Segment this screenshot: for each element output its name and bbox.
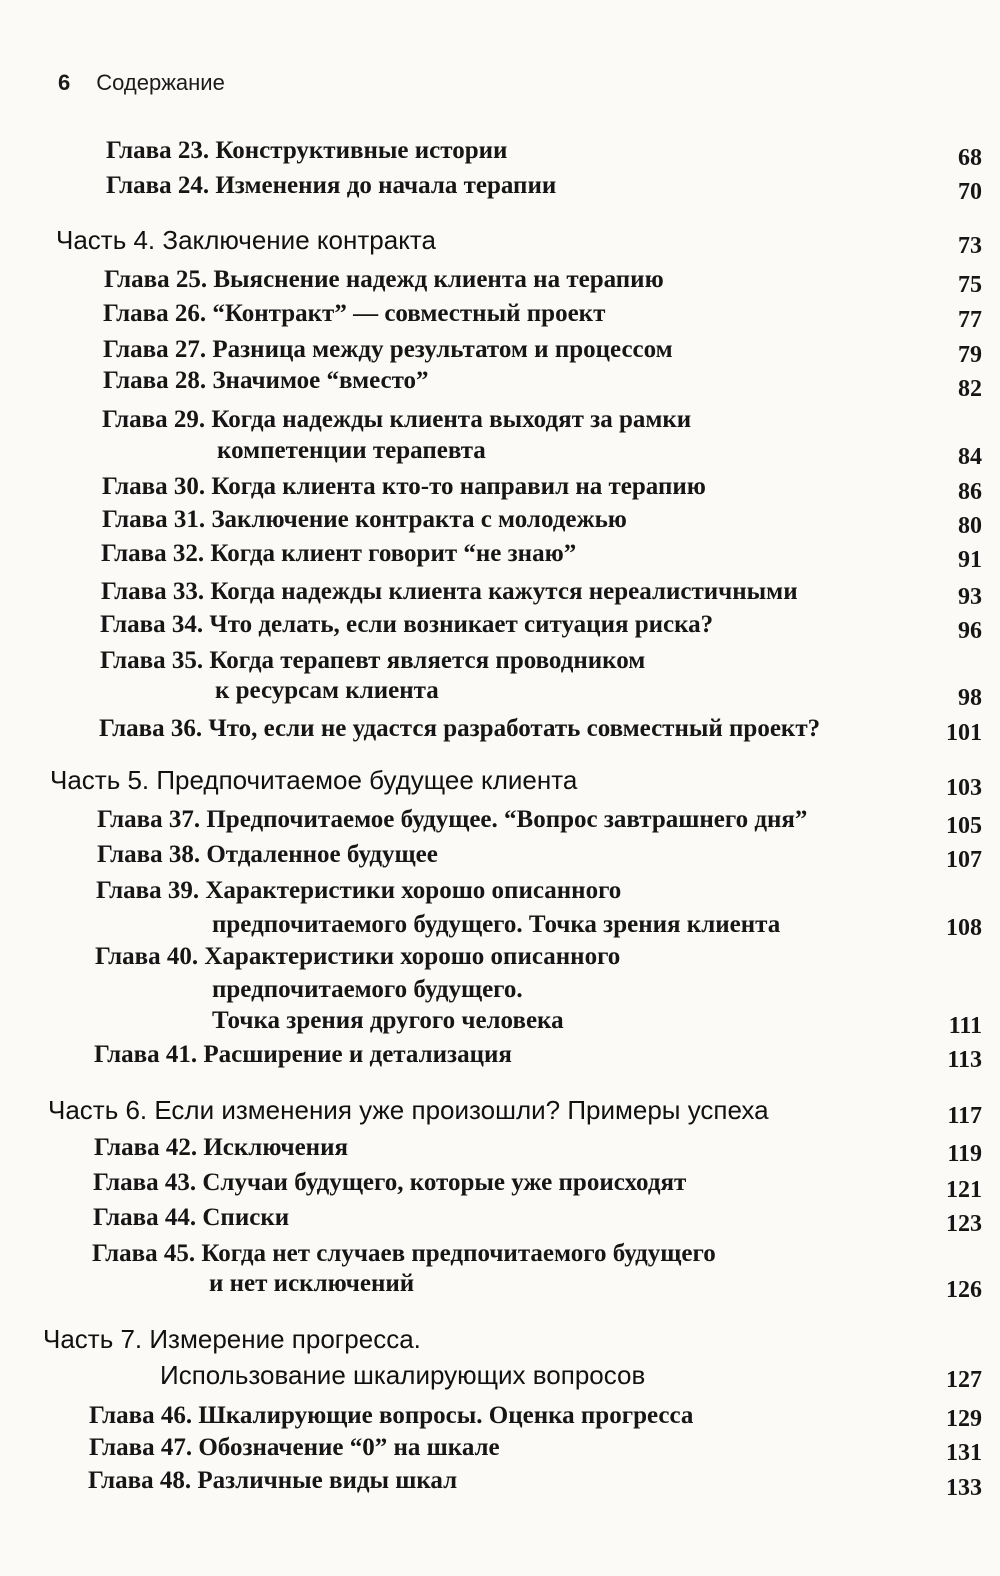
toc-entry-ch23: Глава 23. Конструктивные истории	[106, 137, 508, 164]
toc-part-7: Часть 7. Измерение прогресса.	[43, 1324, 421, 1354]
toc-entry-ch35: Глава 35. Когда терапевт является проводником	[100, 647, 646, 674]
toc-page-ch39: 108	[946, 915, 982, 941]
toc-entry-ch28: Глава 28. Значимое “вместо”	[103, 367, 429, 394]
toc-entry-ch24: Глава 24. Изменения до начала терапии	[106, 172, 557, 199]
toc-page-ch34: 96	[958, 618, 982, 644]
toc-page-ch36: 101	[946, 720, 982, 746]
toc-page-part5: 103	[946, 775, 982, 801]
toc-page-ch37: 105	[946, 813, 982, 839]
toc-entry-ch35-cont: к ресурсам клиента	[215, 677, 439, 704]
toc-entry-ch39: Глава 39. Характеристики хорошо описанного	[96, 877, 622, 904]
toc-entry-ch39-cont: предпочитаемого будущего. Точка зрения клиента	[212, 911, 781, 938]
toc-page-ch25: 75	[958, 272, 982, 298]
toc-page-ch42: 119	[947, 1141, 982, 1167]
toc-entry-ch48: Глава 48. Различные виды шкал	[88, 1467, 458, 1494]
toc-entry-ch40-cont2: Точка зрения другого человека	[212, 1007, 564, 1034]
toc-entry-ch34: Глава 34. Что делать, если возникает ситуация риска?	[100, 611, 714, 638]
toc-entry-ch27: Глава 27. Разница между результатом и процессом	[103, 336, 673, 363]
toc-entry-ch37: Глава 37. Предпочитаемое будущее. “Вопрос завтрашнего дня”	[97, 806, 808, 833]
toc-entry-ch41: Глава 41. Расширение и детализация	[94, 1041, 512, 1068]
toc-entry-ch36: Глава 36. Что, если не удастся разработать совместный проект?	[99, 715, 821, 742]
toc-page-ch38: 107	[946, 847, 982, 873]
toc-part-5: Часть 5. Предпочитаемое будущее клиента	[50, 765, 578, 795]
toc-page-ch33: 93	[958, 584, 982, 610]
toc-page-ch32: 91	[958, 547, 982, 573]
toc-entry-ch45: Глава 45. Когда нет случаев предпочитаемого будущего	[92, 1240, 716, 1267]
toc-page-ch28: 82	[958, 376, 982, 402]
toc-page-ch31: 80	[958, 513, 982, 539]
toc-page-ch26: 77	[958, 307, 982, 333]
toc-entry-ch29: Глава 29. Когда надежды клиента выходят за рамки	[102, 406, 692, 433]
toc-entry-ch43: Глава 43. Случаи будущего, которые уже происходят	[93, 1169, 687, 1196]
toc-page-part4: 73	[958, 233, 982, 259]
toc-page-ch35: 98	[958, 685, 982, 711]
toc-page-ch23: 68	[958, 145, 982, 171]
toc-page-part7: 127	[946, 1367, 982, 1393]
toc-page-ch48: 133	[946, 1475, 982, 1501]
toc-page-ch43: 121	[946, 1177, 982, 1203]
toc-page-ch27: 79	[958, 342, 982, 368]
toc-entry-ch26: Глава 26. “Контракт” — совместный проект	[103, 300, 606, 327]
toc-entry-ch47: Глава 47. Обозначение “0” на шкале	[89, 1434, 500, 1461]
page-header	[58, 70, 225, 96]
toc-entry-ch44: Глава 44. Списки	[93, 1204, 290, 1231]
toc-page-ch46: 129	[946, 1406, 982, 1432]
toc-entry-ch30: Глава 30. Когда клиента кто-то направил на терапию	[102, 473, 706, 500]
toc-page-ch40: 111	[948, 1013, 982, 1039]
toc-entry-ch31: Глава 31. Заключение контракта с молодежью	[102, 506, 627, 533]
toc-part-6: Часть 6. Если изменения уже произошли? Примеры успеха	[48, 1095, 769, 1125]
toc-entry-ch46: Глава 46. Шкалирующие вопросы. Оценка прогресса	[89, 1402, 694, 1429]
toc-entry-ch45-cont: и нет исключений	[209, 1270, 415, 1297]
page-number: 6	[58, 70, 71, 95]
page-header-title: Содержание	[96, 70, 225, 95]
toc-entry-ch25: Глава 25. Выяснение надежд клиента на терапию	[104, 266, 664, 293]
toc-part-7-cont: Использование шкалирующих вопросов	[160, 1360, 646, 1390]
toc-page-ch30: 86	[958, 479, 982, 505]
toc-page-ch47: 131	[946, 1440, 982, 1466]
toc-page-ch45: 126	[946, 1277, 982, 1303]
toc-part-4: Часть 4. Заключение контракта	[56, 225, 436, 255]
toc-entry-ch33: Глава 33. Когда надежды клиента кажутся нереалистичными	[101, 578, 798, 605]
toc-entry-ch38: Глава 38. Отдаленное будущее	[97, 841, 438, 868]
toc-page-ch24: 70	[958, 179, 982, 205]
toc-page-ch29: 84	[958, 444, 982, 470]
toc-entry-ch42: Глава 42. Исключения	[94, 1134, 349, 1161]
toc-entry-ch40: Глава 40. Характеристики хорошо описанного	[95, 943, 621, 970]
toc-entry-ch32: Глава 32. Когда клиент говорит “не знаю”	[101, 540, 577, 567]
toc-entry-ch40-cont: предпочитаемого будущего.	[212, 976, 523, 1003]
toc-page-part6: 117	[947, 1103, 982, 1129]
toc-page-ch41: 113	[947, 1047, 982, 1073]
toc-entry-ch29-cont: компетенции терапевта	[217, 437, 486, 464]
toc-page-ch44: 123	[946, 1211, 982, 1237]
